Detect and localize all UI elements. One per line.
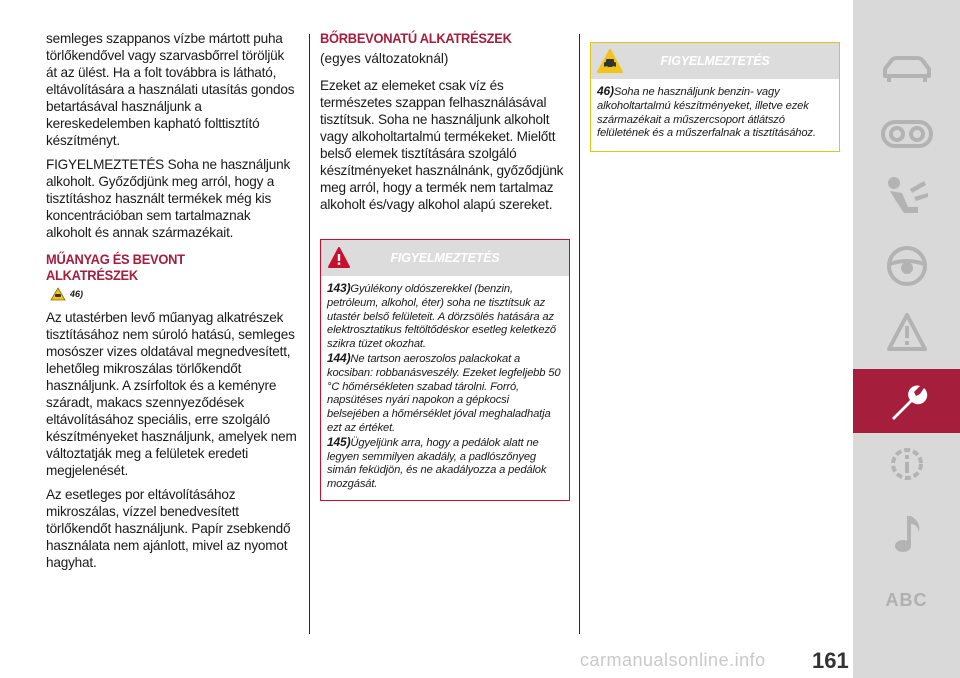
- warning-body: [591, 79, 839, 151]
- service-gear-icon[interactable]: [853, 434, 960, 494]
- abc-index-label[interactable]: [853, 570, 960, 630]
- warning-header: [321, 240, 569, 276]
- column-middle: [320, 30, 570, 501]
- warning-title: FIGYELMEZTETÉS: [390, 251, 500, 265]
- column-left: [46, 30, 298, 578]
- warning-title: FIGYELMEZTETÉS: [660, 54, 770, 68]
- warning-item-number: 143): [327, 281, 351, 295]
- paragraph: semleges szappanos vízbe mártott puha törlőkendővel vagy szarvasbőrrel töröljük át az ülést. Ha a folt továbbra is látható, eltávolítására a használati utasítás gondos betartásával használjunk a kereskedelemben kapható folttisztító készítményt.: [46, 31, 295, 148]
- reference-number: 46): [70, 289, 84, 299]
- section-subtitle: (egyes változatoknál): [320, 51, 449, 66]
- warning-header: [591, 43, 839, 79]
- paragraph: Az utastérben levő műanyag alkatrészek tisztításához nem súroló hatású, semleges mosószer vizes oldatával megnedvesített, lehetőleg mikroszálas törlőkendőt használjunk. A zsírfoltok és a keményre száradt, makacs szennyeződések eltávolításához speciális, erre szolgáló készítményeket használjunk, amelyek nem változtatják meg a felületek eredeti megjelenését.: [46, 310, 297, 478]
- warning-item-text: Gyúlékony oldószerekkel (benzin, petróleum, alkohol, éter) soha ne tisztítsuk az utastér belső felületeit. A dörzsölés hatására az elektrosztatikus feltöltődéskor esetleg keletkező szikra tüzet okozhat.: [327, 283, 556, 351]
- dashboard-gauges-icon[interactable]: [853, 104, 960, 164]
- warning-item: [597, 85, 833, 141]
- abc-label: ABC: [885, 589, 928, 610]
- warning-item-text: Soha ne használjunk benzin- vagy alkoholtartalmú készítményeket, illetve ezek származékait a műszercsoport átlátszó felületének és a műszerfalnak a tisztításához.: [597, 86, 816, 140]
- warning-triangle-icon: [327, 246, 351, 275]
- section-heading: BŐRBEVONATÚ ALKATRÉSZEK: [320, 30, 512, 46]
- column-right: [590, 42, 840, 152]
- warning-triangle-icon[interactable]: [853, 302, 960, 362]
- watermark: carmanualsonline.info: [580, 650, 766, 670]
- paragraph: FIGYELMEZTETÉS Soha ne használjunk alkoholt. Győződjünk meg arról, hogy a tisztításhoz használt termékek még kis koncentrációban sem tartalmaznak alkoholt és annak származékait.: [46, 157, 291, 240]
- column-divider: [309, 34, 310, 634]
- warning-box: [590, 42, 840, 152]
- warning-item-text: Ne tartson aeroszolos palackokat a kocsiban: robbanásveszély. Ezeket legfeljebb 50 °C hőmérsékleten szabad tárolni. Forró, napsütéses nyári napokon a gépkocsi belsejében a hőmérséklet jóval meghaladhatja ezt az értéket.: [327, 352, 561, 434]
- car-icon[interactable]: [853, 40, 960, 100]
- page-number: 161: [812, 648, 849, 673]
- warning-body: [321, 276, 569, 500]
- warning-reference: [50, 287, 298, 301]
- warning-item-number: 145): [327, 434, 351, 449]
- warning-box: [320, 239, 570, 501]
- seat-passenger-icon[interactable]: [853, 168, 960, 228]
- warning-car-icon: [597, 49, 623, 78]
- warning-item-text: Ügyeljünk arra, hogy a pedálok alatt ne legyen semmilyen akadály, a padlószőnyeg simán feküdjön, és ne akadályozza a pedálok mozgását.: [327, 436, 547, 491]
- chapter-sidebar: [853, 0, 960, 678]
- paragraph: Az esetleges por eltávolításához mikroszálas, vízzel benedvesített törlőkendőt használjunk. Papír zsebkendő használata nem ajánlott, mivel az nyomot hagyhat.: [46, 487, 291, 570]
- warning-item: [327, 282, 563, 352]
- wrench-icon[interactable]: [853, 369, 960, 433]
- music-note-icon[interactable]: [853, 504, 960, 564]
- warning-item: [327, 352, 563, 436]
- warning-item: [327, 436, 563, 492]
- column-divider: [579, 34, 580, 634]
- warning-item-number: 144): [327, 350, 351, 365]
- section-heading: MŰANYAG ÉS BEVONT ALKATRÉSZEK: [46, 251, 185, 283]
- warning-item-number: 46): [597, 84, 614, 98]
- steering-wheel-icon[interactable]: [853, 236, 960, 296]
- warning-small-icon: [50, 287, 66, 301]
- paragraph: Ezeket az elemeket csak víz és természetes szappan felhasználásával tisztítsuk. Soha ne használjunk alkoholt vagy alkoholtartalmú termékeket. Mielőtt belső elemek tisztítására szolgáló készítményeket használnánk, győződjünk meg arról, hogy a termék nem tartalmaz alkoholt és/vagy alkohol alapú szereket.: [320, 78, 564, 212]
